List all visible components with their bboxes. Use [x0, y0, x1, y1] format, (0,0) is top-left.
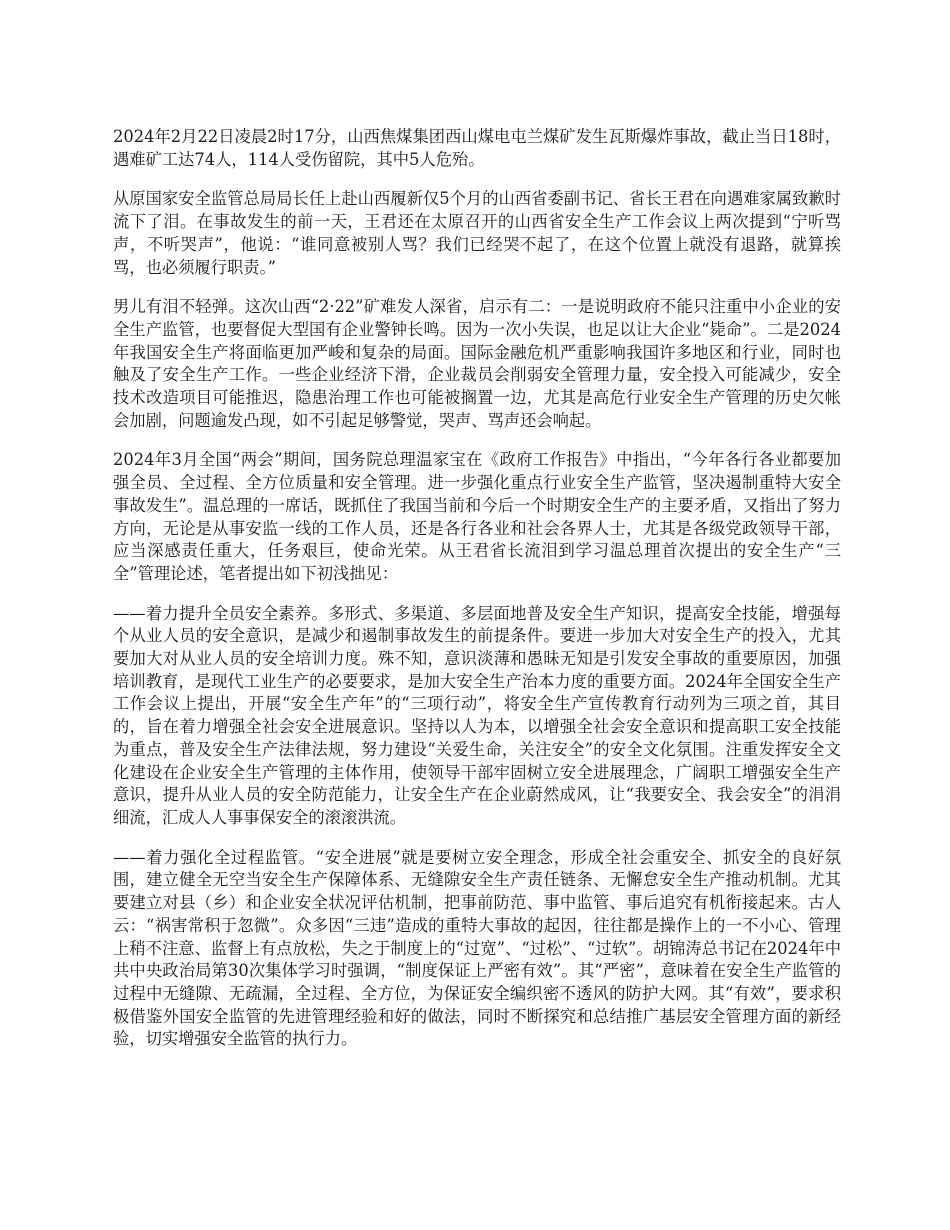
paragraph-lessons: 男儿有泪不轻弹。这次山西“2·22”矿难发人深省，启示有二：一是说明政府不能只注重中小企业的安全生产监管，也要督促大型国有企业警钟长鸣。因为一次小失误，也足以让大企业“毙命”。二是2024年我国安全生产将面临更加严峻和复杂的局面。国际金融危机严重影响我国许多地区和行业，同时也触及了安全生产工作。一些企业经济下滑，企业裁员会削弱安全管理力量，安全投入可能减少，安全技术改造项目可能推迟，隐患治理工作也可能被搁置一边，尤其是高危行业安全生产管理的历史欠帐会加剧，问题逾发凸现，如不引起足够警觉，哭声、骂声还会响起。 [113, 297, 841, 430]
paragraph-accident-report: 2024年2月22日凌晨2时17分，山西焦煤集团西山煤电屯兰煤矿发生瓦斯爆炸事故，截止当日18时，遇难矿工达74人，114人受伤留院，其中5人危殆。 [113, 127, 841, 169]
paragraph-safety-literacy: ——着力提升全员安全素养。多形式、多渠道、多层面地普及安全生产知识，提高安全技能，增强每个从业人员的安全意识，是减少和遏制事故发生的前提条件。要进一步加大对安全生产的投入，尤其要加大对从业人员的安全培训力度。殊不知，意识淡薄和愚昧无知是引发安全事故的重要原因，加强培训教育，是现代工业生产的必要要求，是加大安全生产治本力度的重要方面。2024年全国安全生产工作会议上提出，开展“安全生产年”的“三项行动”，将安全生产宣传教育行动列为三项之首，其目的，旨在着力增强全社会安全进展意识。坚持以人为本，以增强全社会安全意识和提高职工安全技能为重点，普及安全生产法律法规，努力建设“关爱生命，关注安全”的安全文化氛围。注重发挥安全文化建设在企业安全生产管理的主体作用，使领导干部牢固树立安全进展理念，广阔职工增强安全生产意识，提升从业人员的安全防范能力，让安全生产在企业蔚然成风，让“我要安全、我会安全”的涓涓细流，汇成人人事事保安全的滚滚洪流。 [113, 603, 841, 827]
paragraph-governor-tears: 从原国家安全监管总局局长任上赴山西履新仅5个月的山西省委副书记、省长王君在向遇难家属致歉时流下了泪。在事故发生的前一天，王君还在太原召开的山西省安全生产工作会议上两次提到“宁听骂声，不听哭声”，他说：“谁同意被别人骂？我们已经哭不起了，在这个位置上就没有退路，就算挨骂，也必须履行职责。” [113, 189, 841, 277]
paragraph-process-supervision: ——着力强化全过程监管。“安全进展”就是要树立安全理念，形成全社会重安全、抓安全的良好氛围，建立健全无空当安全生产保障体系、无缝隙安全生产责任链条、无懈怠安全生产推动机制。尤其要建立对县（乡）和企业安全状况评估机制，把事前防范、事中监管、事后追究有机衔接起来。古人云：“祸害常积于忽微”。众多因“三违”造成的重特大事故的起因，往往都是操作上的一不小心、管理上稍不注意、监督上有点放松，失之于制度上的“过宽”、“过松”、“过软”。胡锦涛总书记在2024年中共中央政治局第30次集体学习时强调，“制度保证上严密有效”。其“严密”，意味着在安全生产监管的过程中无缝隙、无疏漏，全过程、全方位，为保证安全编织密不透风的防护大网。其“有效”，要求积极借鉴外国安全监管的先进管理经验和好的做法，同时不断探究和总结推广基层安全管理方面的新经验，切实增强安全监管的执行力。 [113, 847, 841, 1049]
paragraph-government-report: 2024年3月全国“两会”期间，国务院总理温家宝在《政府工作报告》中指出，“今年各行各业都要加强全员、全过程、全方位质量和安全管理。进一步强化重点行业安全生产监管，坚决遏制重特大安全事故发生”。温总理的一席话，既抓住了我国当前和今后一个时期安全生产的主要矛盾，又指出了努力方向，无论是从事安监一线的工作人员，还是各行各业和社会各界人士，尤其是各级党政领导干部，应当深感责任重大，任务艰巨，使命光荣。从王君省长流泪到学习温总理首次提出的安全生产“三全”管理论述，笔者提出如下初浅拙见： [113, 450, 841, 583]
document-body [113, 126, 841, 1068]
